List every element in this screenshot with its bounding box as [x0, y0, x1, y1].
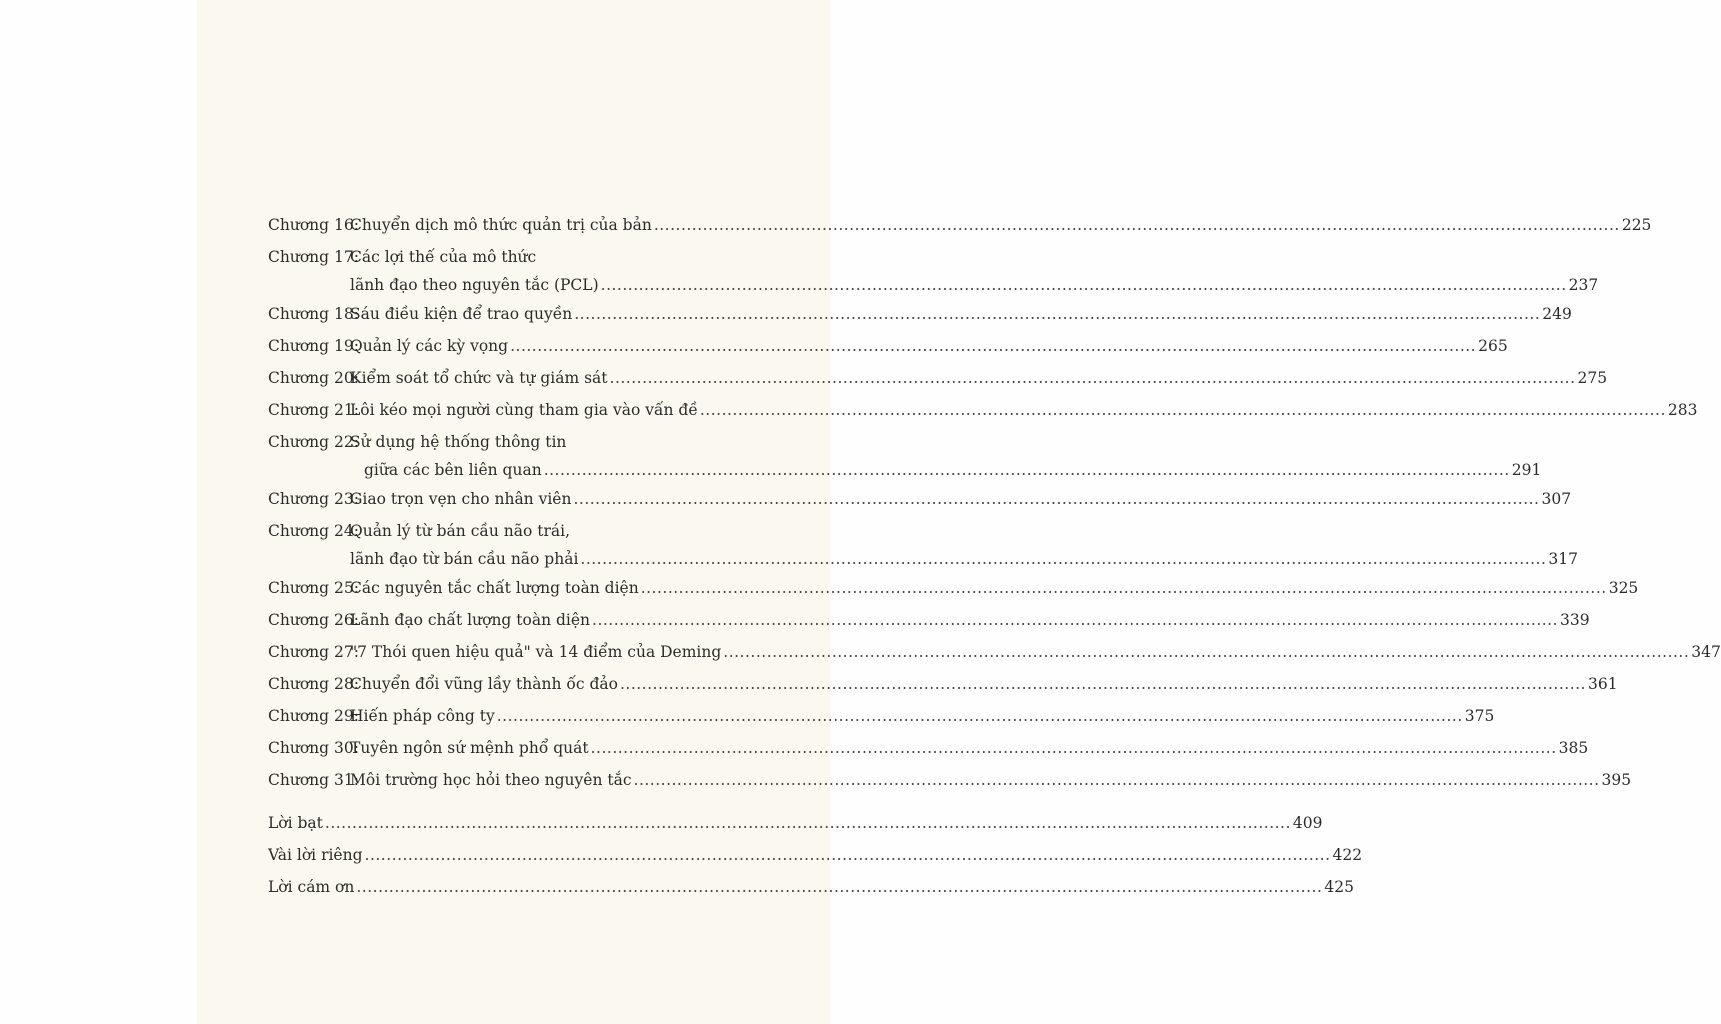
dot-leader — [544, 460, 1510, 481]
page-number: 422 — [1332, 846, 1363, 864]
page-number: 339 — [1560, 611, 1590, 629]
toc-entry — [268, 578, 1639, 599]
chapter-label: Chương 20: — [268, 369, 359, 387]
page-number: 265 — [1478, 337, 1508, 355]
chapter-label: Chương 24: — [268, 522, 359, 540]
toc-entry — [268, 304, 1572, 325]
chapter-title-line: giữa các bên liên quan — [364, 461, 542, 479]
dot-leader — [654, 215, 1620, 236]
dot-leader — [580, 549, 1546, 570]
dot-leader — [641, 578, 1607, 599]
back-matter-title: Lời bạt — [268, 814, 323, 832]
toc-entry — [268, 706, 1495, 727]
chapter-title-block — [350, 336, 1508, 357]
chapter-title-line: Các nguyên tắc chất lượng toàn diện — [350, 579, 639, 597]
chapter-label: Chương 27: — [268, 643, 359, 661]
dot-leader — [592, 610, 1558, 631]
chapter-title-line: lãnh đạo từ bán cầu não phải — [350, 550, 579, 568]
chapter-title-block — [350, 400, 1698, 421]
toc-entry — [268, 489, 1572, 510]
dot-leader — [723, 642, 1689, 663]
toc-entry — [268, 770, 1632, 791]
page-number: 225 — [1621, 216, 1652, 234]
toc-entry — [268, 642, 1721, 663]
chapter-title-line: Tuyên ngôn sứ mệnh phổ quát — [350, 739, 589, 757]
dot-leader — [573, 489, 1539, 510]
toc-entry — [268, 215, 1652, 236]
dot-leader — [620, 674, 1586, 695]
chapter-title-block — [350, 247, 1599, 296]
back-matter-list — [268, 813, 1363, 898]
chapter-label: Chương 30: — [268, 739, 359, 757]
page-number: 275 — [1577, 369, 1608, 387]
dot-leader — [591, 738, 1557, 759]
chapter-label: Chương 28: — [268, 675, 359, 693]
chapter-title-line: Môi trường học hỏi theo nguyên tắc — [350, 771, 632, 789]
page-number: 307 — [1541, 490, 1572, 508]
dot-leader — [634, 770, 1600, 791]
chapter-title-block — [350, 215, 1652, 236]
chapter-title-block — [350, 304, 1572, 325]
dot-leader — [365, 845, 1331, 866]
chapter-title-block — [350, 489, 1572, 510]
chapter-title-line: Kiểm soát tổ chức và tự giám sát — [350, 369, 608, 387]
page-number: 385 — [1558, 739, 1589, 757]
chapter-title-line: Lãnh đạo chất lượng toàn diện — [350, 611, 591, 629]
toc-entry — [268, 247, 1599, 296]
chapter-label: Chương 29: — [268, 707, 359, 725]
chapter-label: Chương 31: — [268, 771, 359, 789]
chapter-title-line: Sử dụng hệ thống thông tin — [350, 433, 567, 451]
dot-leader — [610, 368, 1576, 389]
dot-leader — [574, 304, 1540, 325]
toc-entry — [268, 400, 1698, 421]
toc-entry — [268, 432, 1542, 481]
chapter-title-line: "7 Thói quen hiệu quả" và 14 điểm của Deming — [350, 643, 722, 661]
chapter-title-block — [350, 368, 1608, 389]
chapter-title-block — [350, 610, 1590, 631]
chapter-label: Chương 21: — [268, 401, 359, 419]
table-of-contents — [268, 215, 1721, 909]
page-number: 375 — [1464, 707, 1495, 725]
page-number: 317 — [1548, 550, 1579, 568]
back-matter-title: Lời cám ơn — [268, 878, 355, 896]
chapter-title-block — [350, 770, 1632, 791]
page-number: 347 — [1691, 643, 1721, 661]
back-matter-entry — [268, 813, 1323, 834]
chapter-title-block — [350, 706, 1495, 727]
chapter-title-line: Chuyển dịch mô thức quản trị của bản — [350, 216, 652, 234]
dot-leader — [510, 336, 1476, 357]
page-number: 237 — [1568, 276, 1599, 294]
page-number: 361 — [1587, 675, 1618, 693]
toc-entry — [268, 521, 1579, 570]
page-number: 325 — [1608, 579, 1639, 597]
chapter-title-block — [350, 674, 1618, 695]
back-matter-entry — [268, 845, 1363, 866]
page-number: 409 — [1292, 814, 1323, 832]
chapter-list — [268, 215, 1721, 791]
chapter-title-block — [350, 578, 1639, 599]
chapter-title-line: Hiến pháp công ty — [350, 707, 495, 725]
chapter-label: Chương 18: — [268, 305, 359, 323]
page-number: 291 — [1511, 461, 1542, 479]
chapter-title-line: Sáu điều kiện để trao quyền — [350, 305, 573, 323]
chapter-label: Chương 26: — [268, 611, 359, 629]
dot-leader — [497, 706, 1463, 727]
dot-leader — [601, 275, 1567, 296]
chapter-title-block — [350, 521, 1579, 570]
dot-leader — [356, 877, 1322, 898]
chapter-title-line: Lôi kéo mọi người cùng tham gia vào vấn đề — [350, 401, 698, 419]
chapter-label: Chương 22: — [268, 433, 359, 451]
page-number: 425 — [1324, 878, 1354, 896]
page-number: 249 — [1542, 305, 1572, 323]
toc-entry — [268, 610, 1590, 631]
back-matter-entry — [268, 877, 1354, 898]
chapter-label: Chương 19: — [268, 337, 359, 355]
dot-leader — [325, 813, 1291, 834]
chapter-title-line: Quản lý các kỳ vọng — [350, 337, 509, 355]
chapter-title-line: Quản lý từ bán cầu não trái, — [350, 522, 571, 540]
toc-entry — [268, 336, 1508, 357]
chapter-label: Chương 25: — [268, 579, 359, 597]
toc-entry — [268, 674, 1618, 695]
chapter-title-block — [350, 642, 1721, 663]
toc-entry — [268, 368, 1608, 389]
back-matter-title: Vài lời riêng — [268, 846, 363, 864]
chapter-title-block — [350, 432, 1542, 481]
chapter-label: Chương 23: — [268, 490, 359, 508]
toc-entry — [268, 738, 1589, 759]
chapter-title-line: Các lợi thế của mô thức — [350, 248, 537, 266]
chapter-title-line: Chuyển đổi vũng lầy thành ốc đảo — [350, 675, 618, 693]
chapter-label: Chương 16: — [268, 216, 359, 234]
page-number: 395 — [1601, 771, 1632, 789]
chapter-title-line: lãnh đạo theo nguyên tắc (PCL) — [350, 276, 599, 294]
page-number: 283 — [1667, 401, 1698, 419]
chapter-title-block — [350, 738, 1589, 759]
chapter-title-line: Giao trọn vẹn cho nhân viên — [350, 490, 572, 508]
chapter-label: Chương 17: — [268, 248, 359, 266]
dot-leader — [700, 400, 1666, 421]
